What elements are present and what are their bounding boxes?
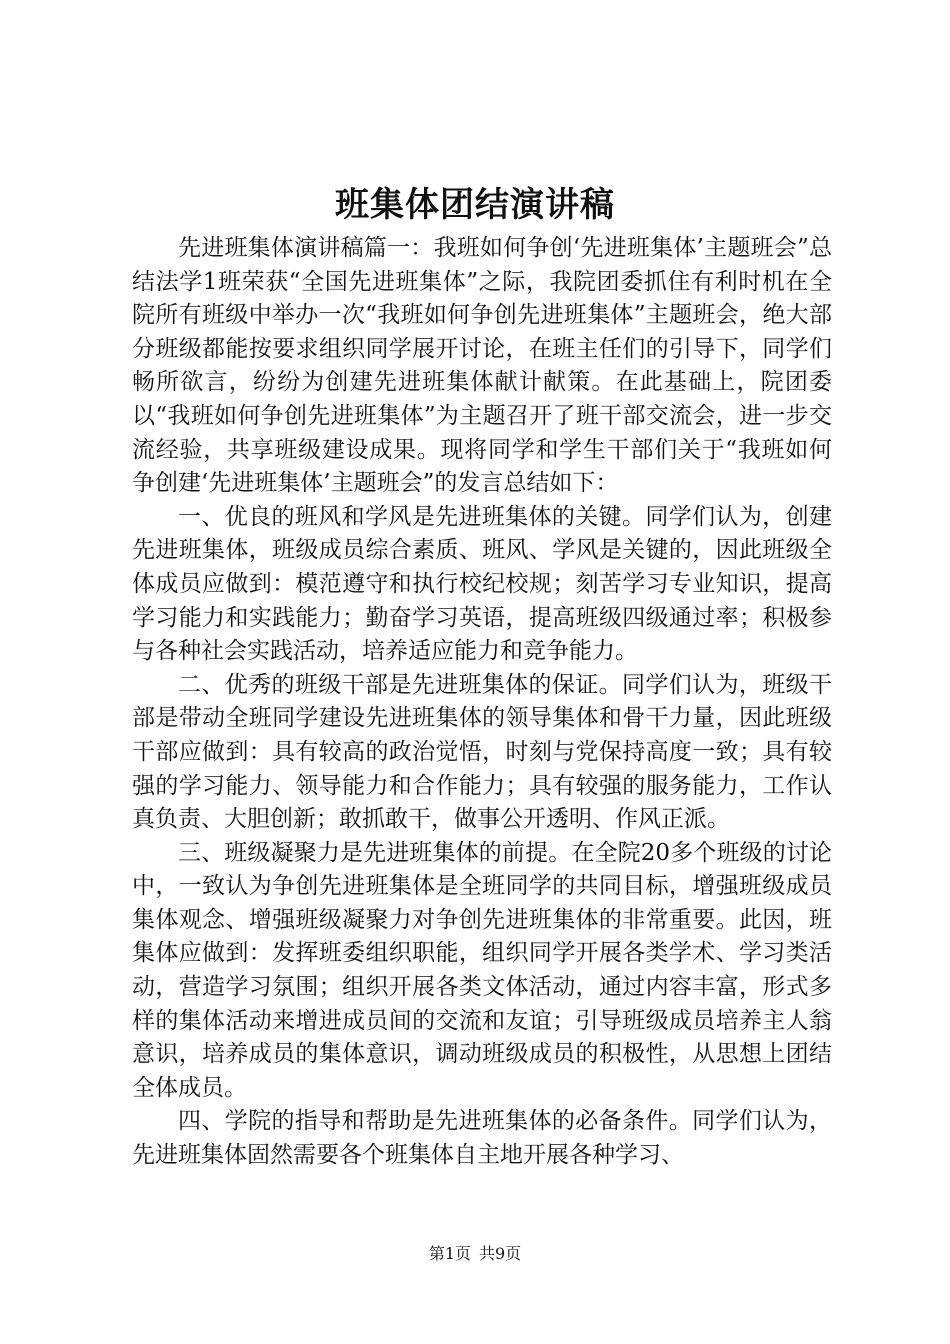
paragraph-point-three: 三、班级凝聚力是先进班集体的前提。在全院20多个班级的讨论中，一致认为争创先进班集体是全班同学的共同目标，增强班级成员集体观念、增强班级凝聚力对争创先进班集体的非常重要。此因，班集体应做到：发挥班委组织职能，组织同学开展各类学术、学习类活动，营造学习氛围；组织开展各类文体活动，通过内容丰富，形式多样的集体活动来增进成员间的交流和友谊；引导班级成员培养主人翁意识，培养成员的集体意识，调动班级成员的积极性，从思想上团结全体成员。 <box>132 839 832 1101</box>
page-footer <box>0 1242 950 1266</box>
paragraph-point-two: 二、优秀的班级干部是先进班集体的保证。同学们认为，班级干部是带动全班同学建设先进班集体的领导集体和骨干力量，因此班级干部应做到：具有较高的政治觉悟，时刻与党保持高度一致；具有较强的学习能力、领导能力和合作能力；具有较强的服务能力，工作认真负责、大胆创新；敢抓敢干，做事公开透明、作风正派。 <box>132 671 832 833</box>
page-number: 第1页 <box>428 1244 471 1263</box>
paragraph-point-four: 四、学院的指导和帮助是先进班集体的必备条件。同学们认为，先进班集体固然需要各个班集体自主地开展各种学习、 <box>132 1108 832 1169</box>
paragraph-point-one: 一、优良的班风和学风是先进班集体的关键。同学们认为，创建先进班集体，班级成员综合素质、班风、学风是关键的，因此班级全体成员应做到：模范遵守和执行校纪校规；刻苦学习专业知识，提高学习能力和实践能力；勤奋学习英语，提高班级四级通过率；积极参与各种社会实践活动，培养适应能力和竞争能力。 <box>132 503 832 665</box>
paragraph-intro: 先进班集体演讲稿篇一：我班如何争创‘先进班集体’主题班会”总结法学1班荣获“全国先进班集体”之际，我院团委抓住有利时机在全院所有班级中举办一次“我班如何争创先进班集体”主题班会，绝大部分班级都能按要求组织同学展开讨论，在班主任们的引导下，同学们畅所欲言，纷纷为创建先进班集体献计献策。在此基础上，院团委以“我班如何争创先进班集体”为主题召开了班干部交流会，进一步交流经验，共享班级建设成果。现将同学和学生干部们关于“我班如何争创建‘先进班集体’主题班会”的发言总结如下： <box>132 235 832 497</box>
document-title: 班集体团结演讲稿 <box>335 185 615 225</box>
document-body <box>132 232 832 1173</box>
page-total: 共9页 <box>479 1244 522 1263</box>
